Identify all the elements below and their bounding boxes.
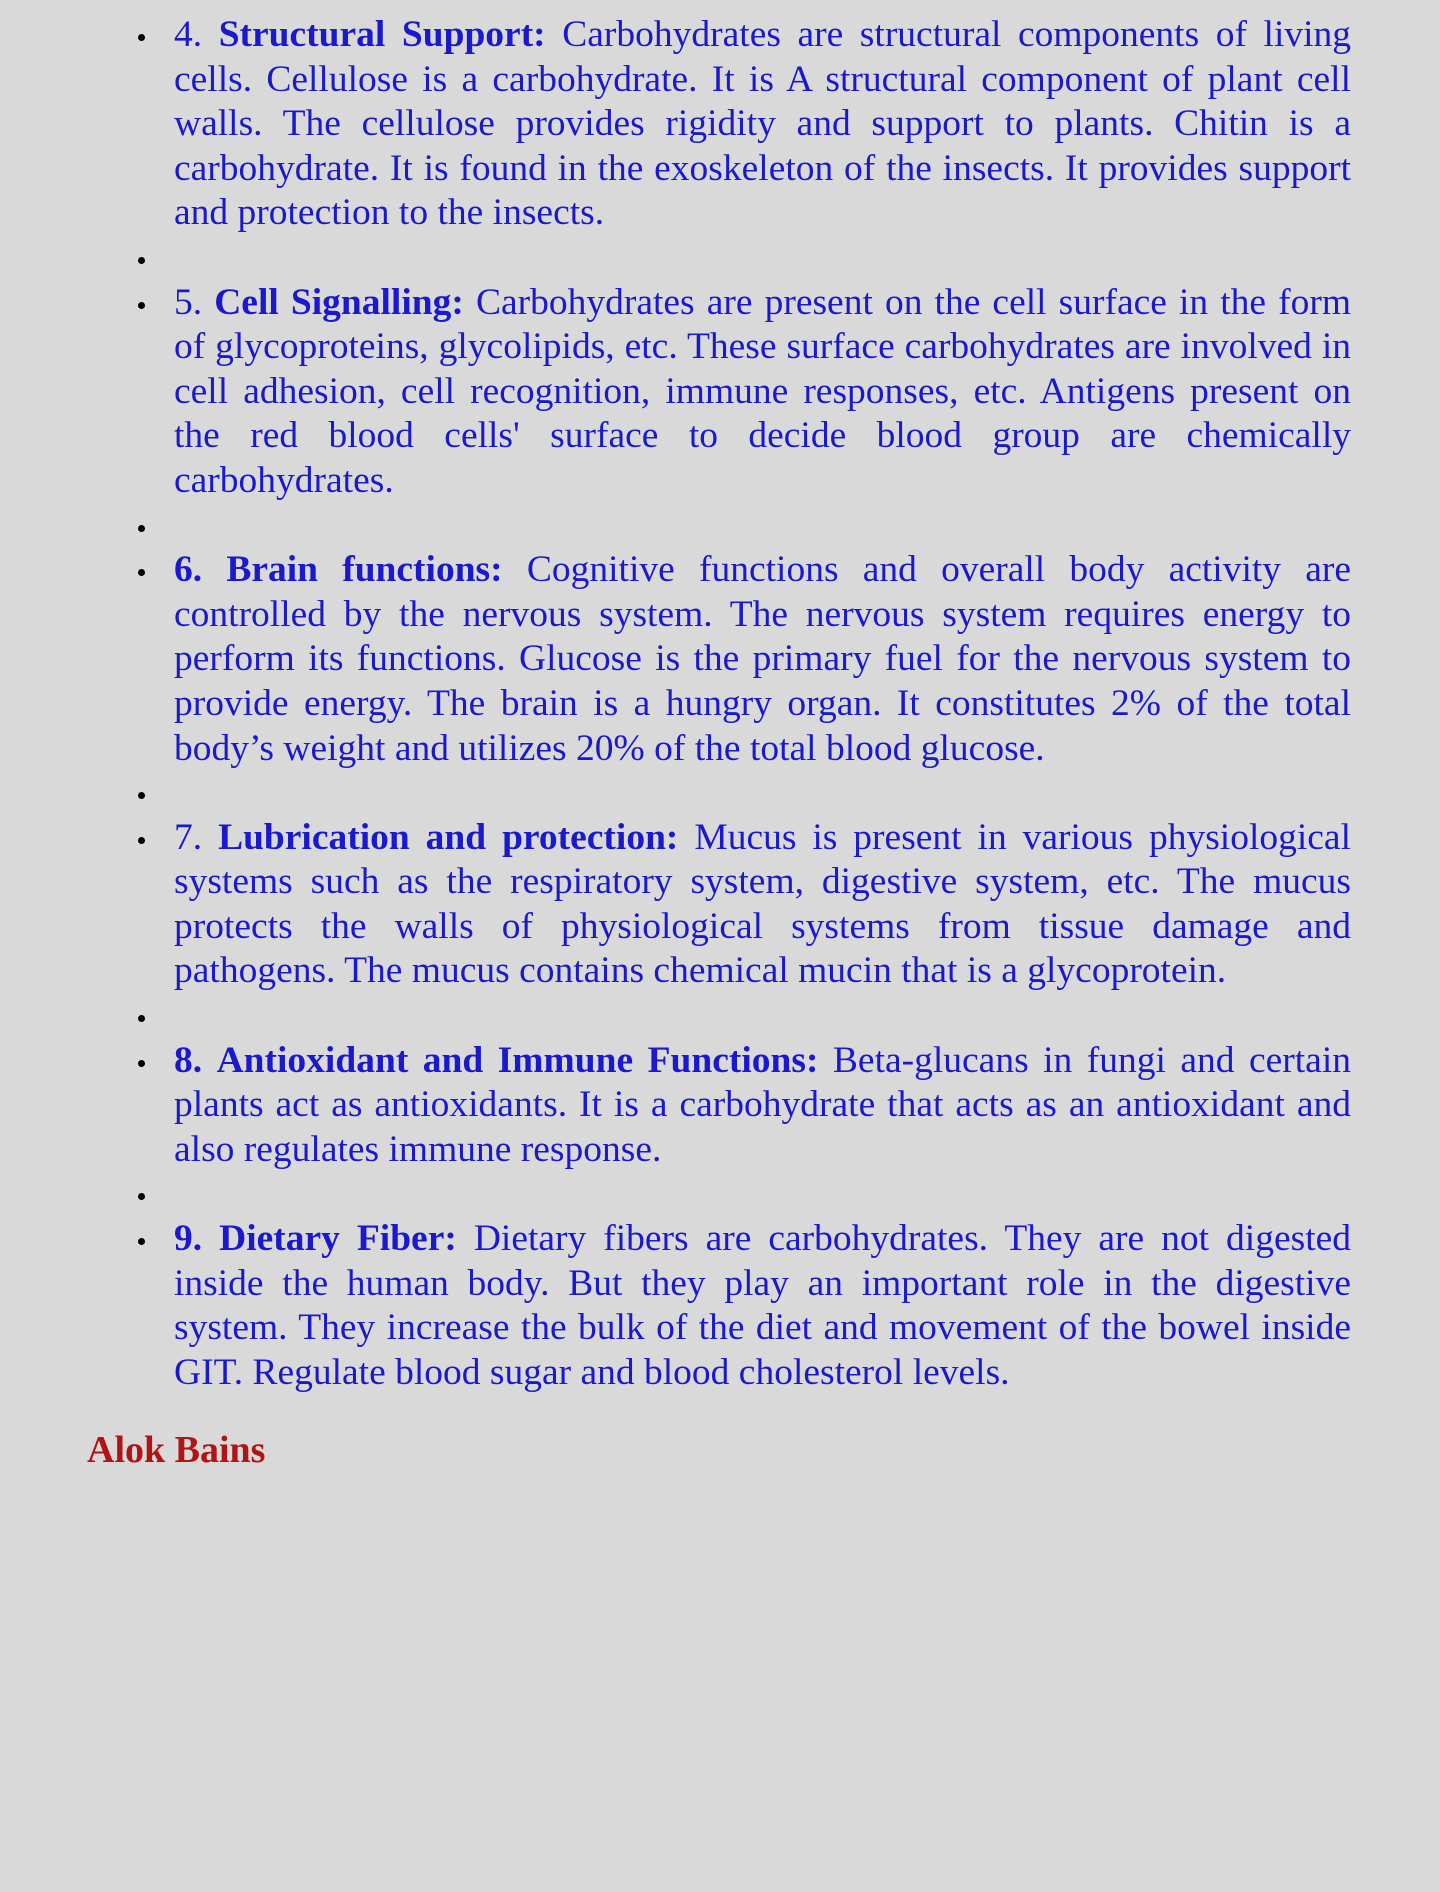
item-heading: Brain functions: [226,549,503,591]
list-item-cell-signalling [174,281,1351,504]
empty-list-item [174,771,1351,816]
item-number: 6. [174,549,203,591]
list-item-dietary-fiber [174,1217,1351,1395]
author-name: Alok Bains [87,1429,266,1471]
list-item-structural-support [174,13,1351,236]
empty-list-item [174,1172,1351,1217]
item-text: Dietary fibers are carbohydrates. They are not digested inside the human body. But they play an important role in the digestive system. They increase the bulk of the diet and movement of the bowel inside GIT. Regulate blood sugar and blood cholesterol levels. [174,1218,1352,1393]
item-number: 7. [174,816,203,858]
list-item-lubrication [174,816,1351,994]
item-heading: Cell Signalling: [214,281,464,323]
item-number: 5. [174,281,203,323]
item-number: 4. [174,14,203,55]
item-text: Cognitive functions and overall body activity are controlled by the nervous system. The nervous system requires energy to perform its functions. Glucose is the primary fuel for the nervous system to provide energy. The brain is a hungry organ. It constitutes 2% of the total body’s weight and utilizes 20% of the total blood glucose. [174,549,1352,769]
item-number: 8. [174,1039,203,1081]
item-text: Carbohydrates are present on the cell surface in the form of glycoproteins, glycolipids, etc. These surface carbohydrates are involved in cell adhesion, cell recognition, immune responses, etc. Antigens present on the red blood cells' surface to decide blood group are chemically carbohydrates. [174,281,1352,501]
item-heading: Lubrication and protection: [218,816,679,858]
list-item-antioxidant [174,1039,1351,1173]
item-number: 9. [174,1218,203,1260]
empty-list-item [174,504,1351,549]
item-text: Beta-glucans in fungi and certain plants act as antioxidants. It is a carbohydrate that acts as an antioxidant and also regulates immune response. [174,1039,1351,1170]
item-heading: Structural Support: [218,14,546,55]
item-heading: Antioxidant and Immune Functions: [216,1039,819,1081]
list-item-brain-functions [174,548,1351,771]
empty-list-item [174,994,1351,1039]
item-text: Mucus is present in various physiological systems such as the respiratory system, digestive system, etc. The mucus protects the walls of physiological systems from tissue damage and pathogens. The mucus contains chemical mucin that is a glycoprotein. [174,816,1351,992]
empty-list-item [174,236,1351,281]
item-heading: Dietary Fiber: [219,1218,457,1260]
item-text: Carbohydrates are structural components of living cells. Cellulose is a carbohydrate. It is A structural component of plant cell walls. The cellulose provides rigidity and support to plants. Chitin is a carbohydrate. It is found in the exoskeleton of the insects. It provides support and protection to the insects. [174,14,1352,234]
function-list [174,13,1351,1395]
